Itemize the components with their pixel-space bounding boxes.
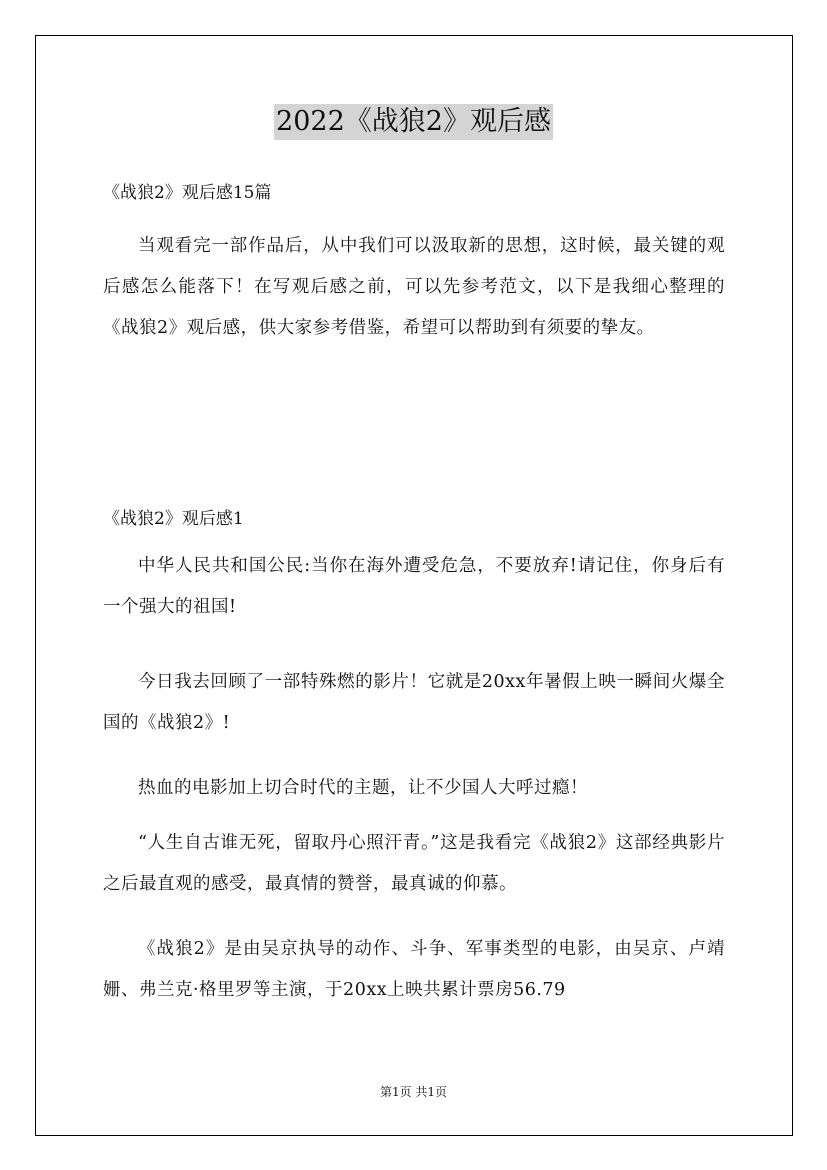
subtitle: 《战狼2》观后感15篇 <box>103 183 272 203</box>
body-paragraph-3: 热血的电影加上切合时代的主题，让不少国人大呼过瘾！ <box>138 778 588 798</box>
document-title: 2022《战狼2》观后感 <box>274 104 553 140</box>
title-container <box>0 104 827 140</box>
body-paragraph-4: “人生自古谁无死，留取丹心照汗青。”这是我看完《战狼2》这部经典影片之后最直观的感受，最真情的赞誉，最真诚的仰慕。 <box>103 833 725 894</box>
intro-paragraph: 当观看完一部作品后，从中我们可以汲取新的思想，这时候，最关键的观后感怎么能落下！在写观后感之前，可以先参考范文，以下是我细心整理的《战狼2》观后感，供大家参考借鉴，希望可以帮助到有须要的挚友。 <box>103 236 725 338</box>
body-paragraph-1: 中华人民共和国公民:当你在海外遭受危急，不要放弃!请记住，你身后有一个强大的祖国! <box>103 556 725 617</box>
section-heading: 《战狼2》观后感1 <box>103 509 244 529</box>
page-footer: 第1页 共1页 <box>379 1085 448 1099</box>
body-paragraph-5: 《战狼2》是由吴京执导的动作、斗争、军事类型的电影，由吴京、卢靖姗、弗兰克·格里罗等主演，于20xx上映共累计票房56.79 <box>103 939 725 1000</box>
body-paragraph-2: 今日我去回顾了一部特殊燃的影片！它就是20xx年暑假上映一瞬间火爆全国的《战狼2》! <box>103 672 725 733</box>
